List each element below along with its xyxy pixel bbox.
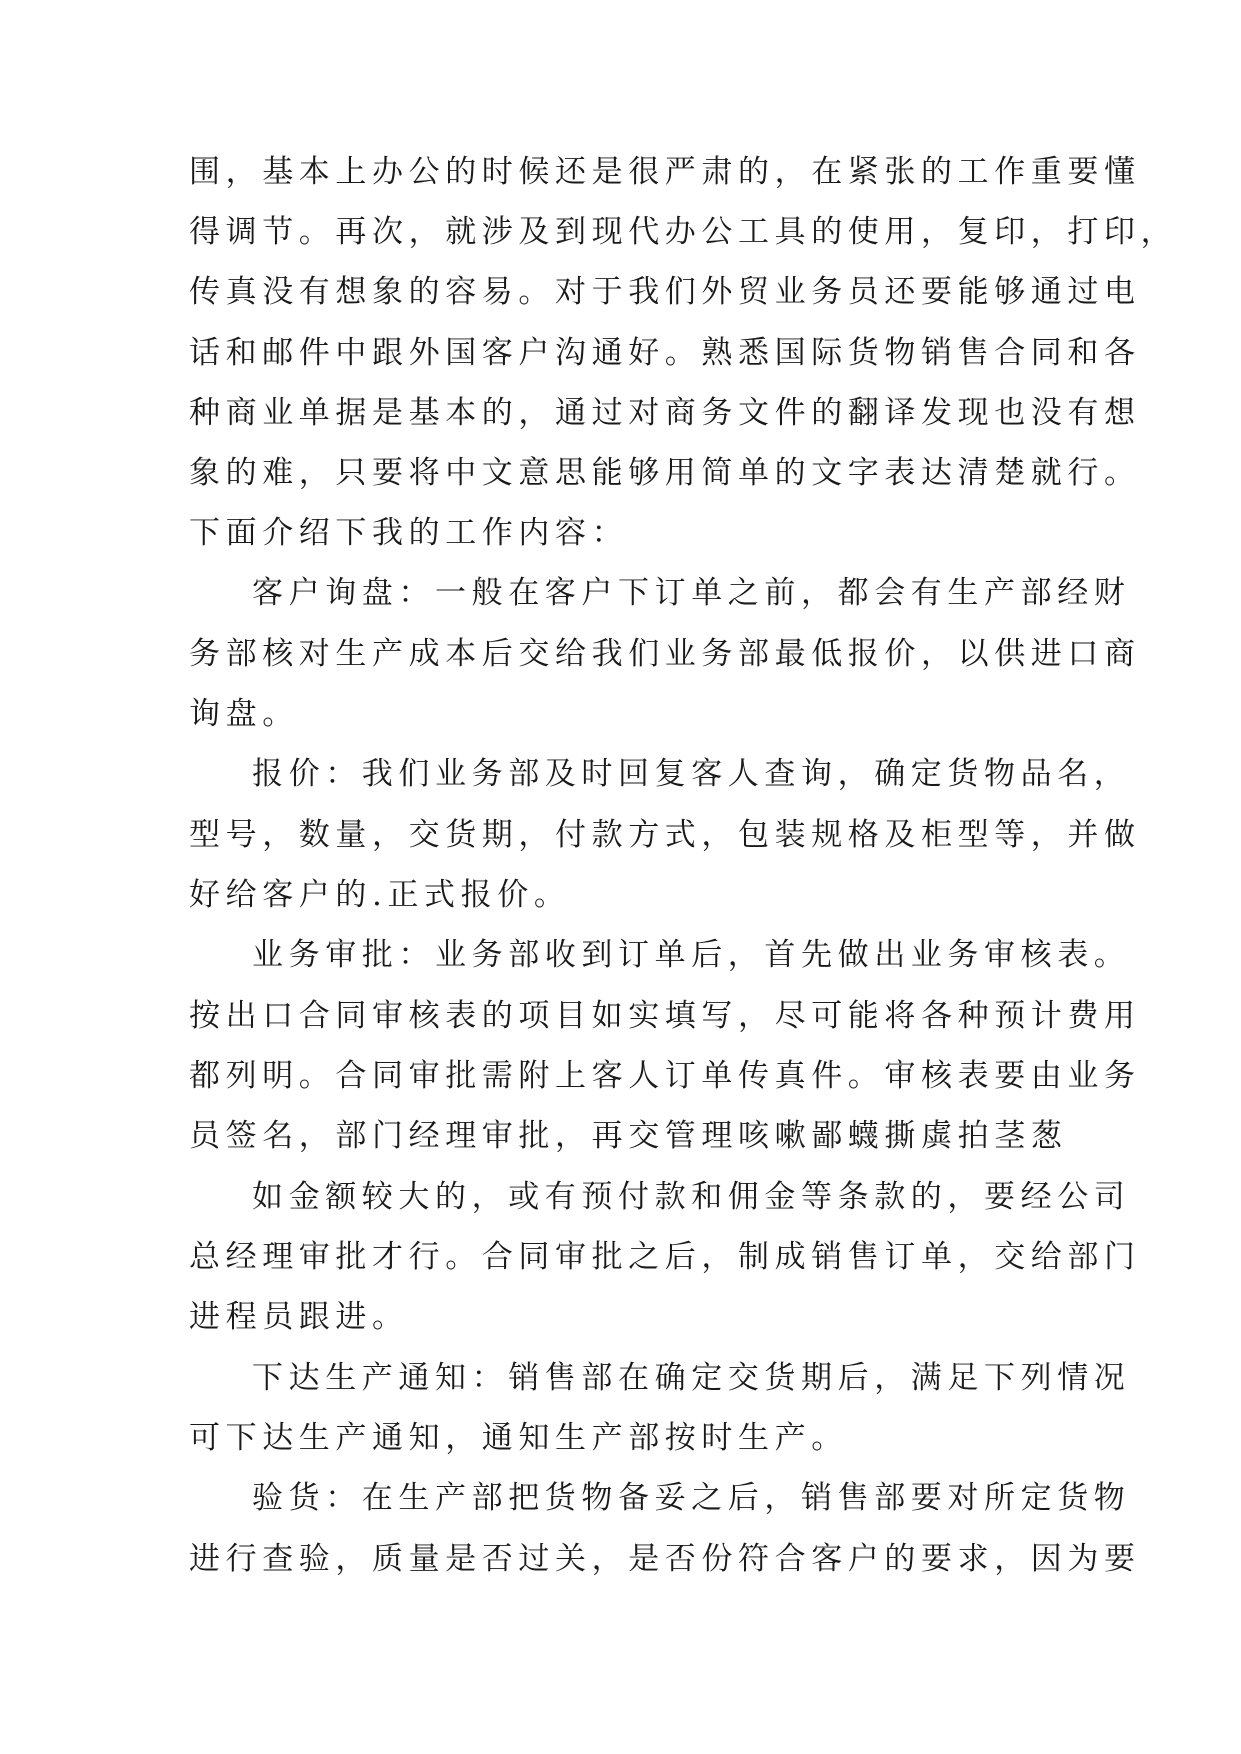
- text-line: 务部核对生产成本后交给我们业务部最低报价，以供进口商: [189, 636, 1141, 672]
- text-line: 下面介绍下我的工作内容：: [189, 515, 629, 551]
- text-line: 员签名，部门经理审批，再交管理咳嗽鄙蠛撕虡拍茎葱: [189, 1118, 1068, 1154]
- text-line: 型号，数量，交货期，付款方式，包装规格及柜型等，并做: [189, 817, 1141, 853]
- text-line: 按出口合同审核表的项目如实填写，尽可能将各种预计费用: [189, 998, 1141, 1034]
- paragraph-start-line: 验货：在生产部把货物备妥之后，销售部要对所定货物: [252, 1480, 1131, 1516]
- text-line: 话和邮件中跟外国客户沟通好。熟悉国际货物销售合同和各: [189, 335, 1141, 371]
- paragraph-start-line: 报价：我们业务部及时回复客人查询，确定货物品名，: [252, 756, 1131, 792]
- text-line: 围，基本上办公的时候还是很严肃的，在紧张的工作重要懂: [189, 154, 1141, 190]
- text-line: 种商业单据是基本的，通过对商务文件的翻译发现也没有想: [189, 395, 1141, 431]
- text-line: 传真没有想象的容易。对于我们外贸业务员还要能够通过电: [189, 274, 1141, 310]
- text-line: 可下达生产通知，通知生产部按时生产。: [189, 1420, 848, 1456]
- text-line: 进程员跟进。: [189, 1299, 409, 1335]
- text-line: 好给客户的.正式报价。: [189, 877, 571, 913]
- text-line: 象的难，只要将中文意思能够用简单的文字表达清楚就行。: [189, 455, 1141, 491]
- paragraph-start-line: 如金额较大的，或有预付款和佣金等条款的，要经公司: [252, 1179, 1131, 1215]
- text-line: 得调节。再次，就涉及到现代办公工具的使用，复印，打印，: [189, 214, 1178, 250]
- paragraph-start-line: 下达生产通知：销售部在确定交货期后，满足下列情况: [252, 1360, 1131, 1396]
- text-line: 进行查验，质量是否过关，是否份符合客户的要求，因为要: [189, 1541, 1141, 1577]
- text-line: 都列明。合同审批需附上客人订单传真件。审核表要由业务: [189, 1058, 1141, 1094]
- paragraph-start-line: 业务审批：业务部收到订单后，首先做出业务审核表。: [252, 937, 1131, 973]
- text-line: 询盘。: [189, 696, 299, 732]
- paragraph-start-line: 客户询盘：一般在客户下订单之前，都会有生产部经财: [252, 575, 1131, 611]
- text-line: 总经理审批才行。合同审批之后，制成销售订单，交给部门: [189, 1239, 1141, 1275]
